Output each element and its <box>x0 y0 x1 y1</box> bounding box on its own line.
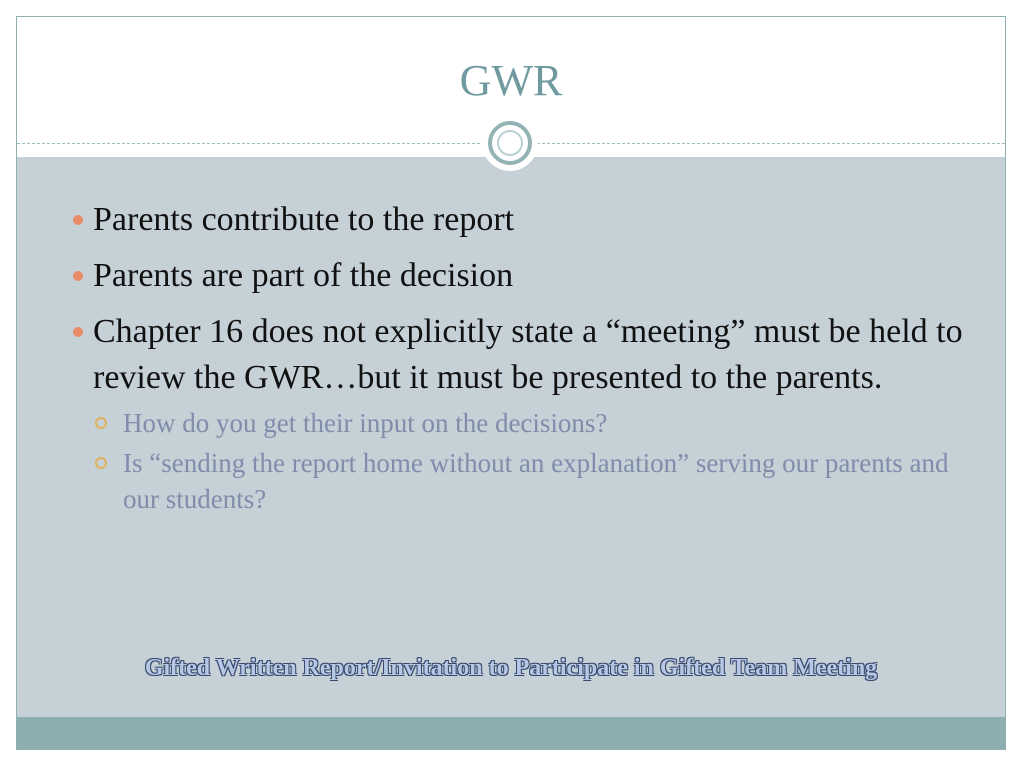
ring-outer-circle <box>488 121 532 165</box>
sub-bullet-item <box>73 445 963 517</box>
ring-inner-circle <box>497 130 523 156</box>
bullet-item <box>73 309 963 401</box>
sub-bullet-item <box>73 405 963 441</box>
bullet-text: Chapter 16 does not explicitly state a “meeting” must be held to review the GWR…but it must be presented to the parents. <box>93 313 963 396</box>
sub-bullet-circle-icon <box>95 417 107 429</box>
sub-bullet-text: How do you get their input on the decisions? <box>123 408 608 438</box>
bullet-text: Parents contribute to the report <box>93 201 515 238</box>
bullet-dot-icon <box>73 271 83 281</box>
slide <box>16 16 1006 750</box>
bullet-item <box>73 197 963 243</box>
bullet-dot-icon <box>73 327 83 337</box>
bullet-dot-icon <box>73 215 83 225</box>
divider-ring-icon <box>482 115 538 171</box>
sub-bullet-list <box>73 405 963 517</box>
footer-text: Gifted Written Report/Invitation to Participate in Gifted Team Meeting <box>144 655 878 681</box>
sub-bullet-circle-icon <box>95 457 107 469</box>
bottom-bar <box>17 717 1005 750</box>
bullet-list <box>73 197 963 521</box>
sub-bullet-text: Is “sending the report home without an explanation” serving our parents and our students? <box>123 448 949 514</box>
bullet-text: Parents are part of the decision <box>93 257 514 294</box>
slide-title: GWR <box>459 56 563 105</box>
bullet-item <box>73 253 963 299</box>
sub-bullet-group <box>73 405 963 517</box>
